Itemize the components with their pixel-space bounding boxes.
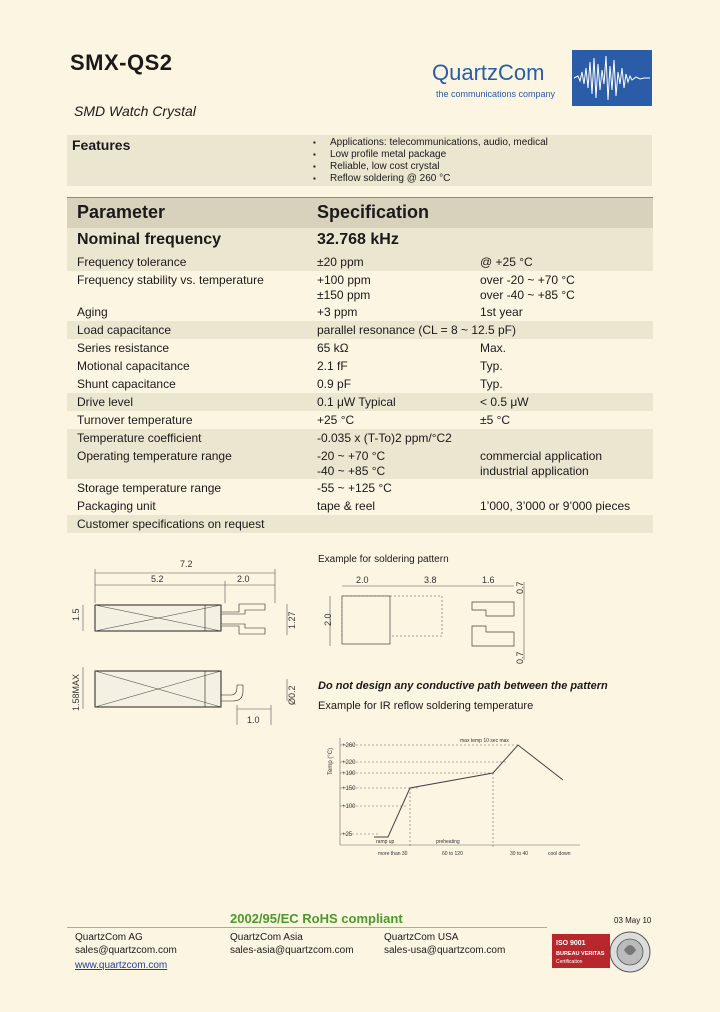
table-row <box>67 339 653 357</box>
reflow-tick: +190 <box>342 771 356 777</box>
dim-pitch: 1.27 <box>287 611 297 629</box>
table-row <box>67 303 653 321</box>
param-cell: Frequency tolerance <box>67 253 307 271</box>
param-cell: Drive level <box>67 393 307 411</box>
iso-line: Certification <box>556 959 583 965</box>
spec-cell: -0.035 x (T-To)2 ppm/°C2 <box>307 429 653 447</box>
note-line: over -40 ~ +85 °C <box>480 287 575 302</box>
table-row <box>67 429 653 447</box>
table-row <box>67 497 653 515</box>
table-row <box>67 271 653 303</box>
dim-length: 7.2 <box>180 559 193 569</box>
table-row <box>67 321 653 339</box>
reflow-time: more than 30 <box>378 851 408 857</box>
dim-lead: 2.0 <box>237 574 250 584</box>
warning-text: Do not design any conductive path between the pattern <box>318 680 608 692</box>
pattern-dim: 3.8 <box>424 575 437 585</box>
feature-item: ▪ Low profile metal package <box>330 149 446 160</box>
note-cell <box>470 271 653 303</box>
param-cell: Motional capacitance <box>77 358 190 373</box>
reflow-time: 30 to 40 <box>510 851 529 857</box>
dim-pin: Ø0.2 <box>287 685 297 705</box>
nominal-frequency-label: Nominal frequency <box>67 228 307 253</box>
note-cell: < 0.5 μW <box>470 393 653 411</box>
dim-width: 1.5 <box>71 608 81 621</box>
spec-cell: +25 °C <box>317 412 355 427</box>
reflow-tick: +150 <box>342 786 356 792</box>
spec-line: +100 ppm <box>317 272 371 287</box>
param-cell: Packaging unit <box>77 498 156 513</box>
waveform-logo-icon <box>572 50 652 106</box>
table-row <box>67 253 653 271</box>
note-line: industrial application <box>480 463 589 478</box>
office-email[interactable]: sales@quartzcom.com <box>75 945 177 956</box>
iso-certification-badge <box>552 930 652 975</box>
spec-cell <box>307 271 470 303</box>
note-line: over -20 ~ +70 °C <box>480 272 575 287</box>
spec-cell: 0.9 pF <box>317 376 352 391</box>
nominal-frequency-value: 32.768 kHz <box>307 228 653 253</box>
note-cell: Typ. <box>480 376 503 391</box>
reflow-zone: ramp up <box>376 839 395 845</box>
table-row <box>67 393 653 411</box>
iso-line: ISO 9001 <box>556 940 586 947</box>
param-cell: Load capacitance <box>67 321 307 339</box>
footer-divider <box>67 927 547 928</box>
dim-pin-length: 1.0 <box>247 715 260 725</box>
spec-cell: 2.1 fF <box>317 358 348 373</box>
spec-line: ±150 ppm <box>317 287 371 302</box>
param-cell: Frequency stability vs. temperature <box>77 272 264 287</box>
spec-cell: 0.1 μW Typical <box>307 393 470 411</box>
reflow-zone: preheating <box>436 839 460 845</box>
dim-height: 1.58MAX <box>71 673 81 711</box>
spec-cell: ±20 ppm <box>307 253 470 271</box>
pattern-dim: 1.6 <box>482 575 495 585</box>
reflow-zone: cool down <box>548 851 571 857</box>
feature-item: ▪ Reliable, low cost crystal <box>330 161 439 172</box>
solder-pattern-drawing <box>318 574 533 669</box>
reflow-peak-label: max temp 10 sec max <box>460 738 509 744</box>
page-title: SMX-QS2 <box>70 50 173 75</box>
product-subtitle: SMD Watch Crystal <box>74 103 196 119</box>
parameter-header: Parameter <box>67 198 307 228</box>
contact-ag <box>75 931 177 957</box>
company-logo: QuartzCom <box>432 60 545 85</box>
param-cell: Operating temperature range <box>67 447 307 479</box>
reflow-time: 60 to 120 <box>442 851 463 857</box>
spec-line: -20 ~ +70 °C <box>317 448 386 463</box>
iso-line: BUREAU VERITAS <box>556 951 605 957</box>
spec-line: -40 ~ +85 °C <box>317 463 386 478</box>
param-cell: Turnover temperature <box>77 412 193 427</box>
note-line: commercial application <box>480 448 603 463</box>
spec-cell: -55 ~ +125 °C <box>317 480 392 495</box>
office-email[interactable]: sales-asia@quartzcom.com <box>230 945 354 956</box>
pattern-dim: 2.0 <box>356 575 369 585</box>
table-row <box>67 375 653 393</box>
reflow-profile-chart <box>318 730 588 860</box>
dim-body: 5.2 <box>151 574 164 584</box>
features-heading: Features <box>72 137 131 153</box>
rohs-label: 2002/95/EC RoHS compliant <box>230 911 403 926</box>
pattern-dim: 0.7 <box>515 651 525 664</box>
reflow-tick: +260 <box>342 743 356 749</box>
param-cell: Customer specifications on request <box>67 515 653 533</box>
table-row <box>67 357 653 375</box>
param-cell: Aging <box>77 304 108 319</box>
note-cell: ±5 °C <box>480 412 511 427</box>
office-name: QuartzCom AG <box>75 932 143 943</box>
spec-cell: tape & reel <box>317 498 376 513</box>
param-cell: Storage temperature range <box>77 480 222 495</box>
spec-cell: 65 kΩ <box>317 340 349 355</box>
note-cell: 1’000, 3’000 or 9’000 pieces <box>480 498 631 513</box>
doc-date: 03 May 10 <box>614 916 652 925</box>
table-row <box>67 515 653 533</box>
table-row <box>67 411 653 429</box>
office-name: QuartzCom USA <box>384 932 459 943</box>
note-cell: Max. <box>480 340 507 355</box>
logo-tagline: the communications company <box>436 89 556 99</box>
contact-usa <box>384 931 505 957</box>
spec-cell <box>307 447 470 479</box>
note-cell: 1st year <box>480 304 523 319</box>
table-row <box>67 479 653 497</box>
reflow-title: Example for IR reflow soldering temperature <box>318 700 534 712</box>
office-email[interactable]: sales-usa@quartzcom.com <box>384 945 506 956</box>
param-cell: Shunt capacitance <box>77 376 176 391</box>
reflow-tick: +100 <box>342 804 356 810</box>
pattern-title: Example for soldering pattern <box>318 554 449 565</box>
reflow-tick: +220 <box>342 760 356 766</box>
spec-cell: parallel resonance (CL = 8 ~ 12.5 pF) <box>307 321 653 339</box>
reflow-tick: +25 <box>342 832 353 838</box>
spec-cell: +3 ppm <box>317 304 358 319</box>
note-cell: @ +25 °C <box>470 253 653 271</box>
spec-table <box>67 197 653 533</box>
reflow-ylabel: Temp (°C) <box>328 747 334 775</box>
office-name: QuartzCom Asia <box>230 932 303 943</box>
param-cell: Series resistance <box>77 340 170 355</box>
website-link[interactable]: www.quartzcom.com <box>75 960 168 971</box>
note-cell <box>470 447 653 479</box>
note-cell: Typ. <box>480 358 503 373</box>
package-drawing <box>67 555 307 735</box>
feature-item: ▪ Applications: telecommunications, audio, medical <box>330 137 548 148</box>
contact-asia <box>230 931 354 957</box>
pattern-dim: 2.0 <box>323 613 333 626</box>
table-row <box>67 447 653 479</box>
param-cell: Temperature coefficient <box>67 429 307 447</box>
pattern-dim: 0.7 <box>515 581 525 594</box>
specification-header: Specification <box>307 198 653 228</box>
feature-item: ▪ Reflow soldering @ 260 °C <box>330 173 450 184</box>
